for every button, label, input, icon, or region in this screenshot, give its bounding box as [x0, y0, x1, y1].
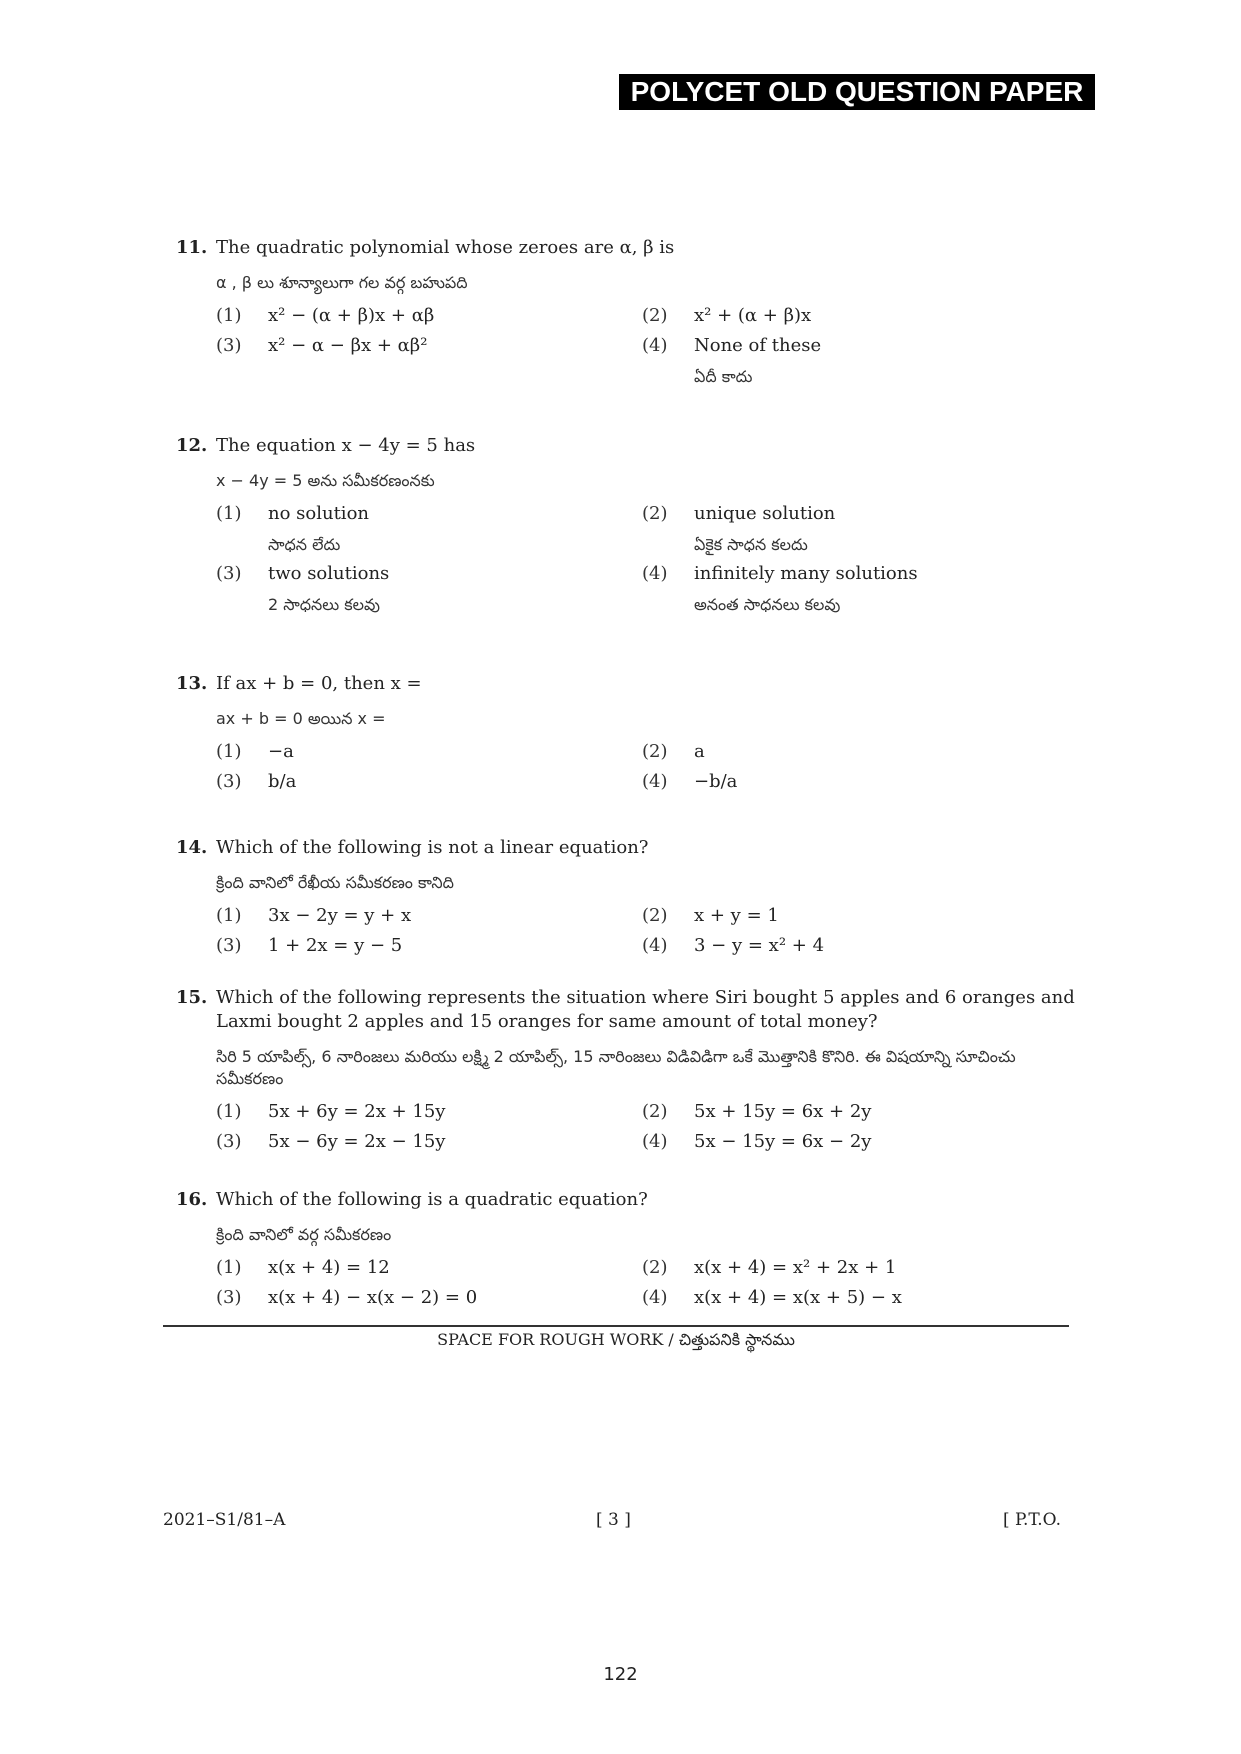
- option-telugu: 2 సాధనలు కలవు: [268, 595, 380, 614]
- options: [216, 740, 1076, 794]
- option-text: [694, 334, 1068, 388]
- option-4: [642, 1286, 1068, 1310]
- question-number: 16.: [176, 1189, 208, 1210]
- option-3: [216, 334, 642, 388]
- option-1: [216, 304, 642, 328]
- option-text: −b/a: [694, 771, 738, 792]
- footer-code: 2021–S1/81–A: [163, 1510, 286, 1530]
- question-number: 15.: [176, 987, 208, 1008]
- question-text: Which of the following is a quadratic equation?: [216, 1189, 648, 1210]
- option-number: (1): [216, 741, 242, 762]
- option-1: [216, 1100, 642, 1124]
- option-text: x + y = 1: [694, 905, 779, 926]
- option-2: [642, 904, 1068, 928]
- question-telugu: ax + b = 0 అయిన x =: [216, 709, 386, 728]
- option-number: (2): [642, 305, 668, 326]
- option-3: [216, 1130, 642, 1154]
- option-2: [642, 1100, 1068, 1124]
- options: [216, 304, 1076, 388]
- option-english: None of these: [694, 335, 822, 356]
- option-number: (3): [216, 1287, 242, 1308]
- option-text: [694, 562, 1068, 616]
- options: [216, 502, 1076, 616]
- option-4: [642, 334, 1068, 388]
- option-english: infinitely many solutions: [694, 563, 918, 584]
- option-1: [216, 1256, 642, 1280]
- option-number: (4): [642, 1131, 668, 1152]
- page-number: 122: [603, 1664, 638, 1685]
- option-3: [216, 562, 642, 616]
- option-number: (4): [642, 335, 668, 356]
- option-1: [216, 904, 642, 928]
- option-3: [216, 1286, 642, 1310]
- option-number: (3): [216, 935, 242, 956]
- option-number: (1): [216, 905, 242, 926]
- option-number: (1): [216, 1257, 242, 1278]
- question-number: 14.: [176, 837, 208, 858]
- option-telugu: ఏకైక సాధన కలదు: [694, 535, 808, 554]
- option-text: x² + (α + β)x: [694, 305, 812, 326]
- option-number: (4): [642, 771, 668, 792]
- option-2: [642, 304, 1068, 328]
- option-number: (4): [642, 935, 668, 956]
- option-3: [216, 934, 642, 958]
- question-text: If ax + b = 0, then x =: [216, 673, 422, 694]
- option-text: x(x + 4) = x² + 2x + 1: [694, 1257, 897, 1278]
- option-number: (1): [216, 503, 242, 524]
- option-number: (1): [216, 1101, 242, 1122]
- option-2: [642, 502, 1068, 556]
- option-text: [694, 502, 1068, 556]
- question-14: [176, 836, 1076, 958]
- option-2: [642, 740, 1068, 764]
- question-telugu: x − 4y = 5 అను సమీకరణంనకు: [216, 471, 435, 490]
- option-text: −a: [268, 741, 294, 762]
- options: [216, 1256, 1076, 1310]
- question-telugu: α , β లు శూన్యాలుగా గల వర్గ బహుపది: [216, 273, 468, 292]
- footer-pto: [ P.T.O.: [1003, 1510, 1062, 1530]
- option-text: 5x + 15y = 6x + 2y: [694, 1101, 872, 1122]
- option-text: 5x − 15y = 6x − 2y: [694, 1131, 872, 1152]
- option-text: 5x − 6y = 2x − 15y: [268, 1131, 446, 1152]
- question-text: Which of the following represents the situation where Siri bought 5 apples and 6 oranges and Laxmi bought 2 apples and 15 oranges for same amount of total money?: [216, 987, 1075, 1032]
- question-number: 13.: [176, 673, 208, 694]
- options: [216, 1100, 1076, 1154]
- option-text: x² − (α + β)x + αβ: [268, 305, 435, 326]
- option-2: [642, 1256, 1068, 1280]
- header-banner: POLYCET OLD QUESTION PAPER: [619, 74, 1095, 110]
- option-1: [216, 502, 642, 556]
- option-1: [216, 740, 642, 764]
- option-number: (3): [216, 563, 242, 584]
- option-text: [268, 502, 642, 556]
- question-12: [176, 434, 1076, 616]
- question-number: 12.: [176, 435, 208, 456]
- option-text: [268, 562, 642, 616]
- option-text: x(x + 4) − x(x − 2) = 0: [268, 1287, 478, 1308]
- option-english: two solutions: [268, 563, 390, 584]
- option-number: (3): [216, 335, 242, 356]
- question-11: [176, 236, 1076, 388]
- option-number: (3): [216, 771, 242, 792]
- question-text: The equation x − 4y = 5 has: [216, 435, 476, 456]
- question-telugu: క్రింది వానిలో వర్గ సమీకరణం: [216, 1225, 392, 1244]
- question-text: Which of the following is not a linear equation?: [216, 837, 649, 858]
- option-text: 3x − 2y = y + x: [268, 905, 412, 926]
- option-text: b/a: [268, 771, 297, 792]
- question-16: [176, 1188, 1076, 1310]
- option-text: a: [694, 741, 705, 762]
- option-number: (2): [642, 905, 668, 926]
- option-text: x² − α − βx + αβ²: [268, 335, 428, 356]
- option-number: (4): [642, 1287, 668, 1308]
- question-text: The quadratic polynomial whose zeroes are α, β is: [216, 237, 675, 258]
- footer-page: [ 3 ]: [596, 1510, 631, 1530]
- option-4: [642, 934, 1068, 958]
- option-telugu: అనంత సాధనలు కలవు: [694, 595, 841, 614]
- option-text: 5x + 6y = 2x + 15y: [268, 1101, 446, 1122]
- option-number: (2): [642, 503, 668, 524]
- question-number: 11.: [176, 237, 208, 258]
- option-number: (2): [642, 741, 668, 762]
- options: [216, 904, 1076, 958]
- option-text: x(x + 4) = x(x + 5) − x: [694, 1287, 902, 1308]
- rough-work-label: SPACE FOR ROUGH WORK / చిత్తుపనికి స్థానము: [437, 1330, 795, 1349]
- option-english: unique solution: [694, 503, 836, 524]
- option-text: 3 − y = x² + 4: [694, 935, 825, 956]
- option-number: (3): [216, 1131, 242, 1152]
- option-4: [642, 1130, 1068, 1154]
- option-number: (2): [642, 1101, 668, 1122]
- option-telugu: సాధన లేదు: [268, 535, 341, 554]
- question-15: [176, 986, 1076, 1154]
- option-4: [642, 770, 1068, 794]
- option-3: [216, 770, 642, 794]
- option-text: 1 + 2x = y − 5: [268, 935, 403, 956]
- option-text: x(x + 4) = 12: [268, 1257, 390, 1278]
- option-english: no solution: [268, 503, 369, 524]
- question-telugu: సిరి 5 యాపిల్స్, 6 నారింజలు మరియు లక్ష్మి 2 యాపిల్స్, 15 నారింజలు విడివిడిగా ఒకే మొత్తానికి కొనిరి. ఈ విషయాన్ని సూచించు సమీకరణం: [216, 1047, 1016, 1088]
- option-number: (1): [216, 305, 242, 326]
- option-number: (4): [642, 563, 668, 584]
- option-4: [642, 562, 1068, 616]
- question-13: [176, 672, 1076, 794]
- option-telugu: ఏదీ కాదు: [694, 367, 753, 386]
- option-number: (2): [642, 1257, 668, 1278]
- divider: [163, 1325, 1069, 1327]
- question-telugu: క్రింది వానిలో రేఖీయ సమీకరణం కానిది: [216, 873, 454, 892]
